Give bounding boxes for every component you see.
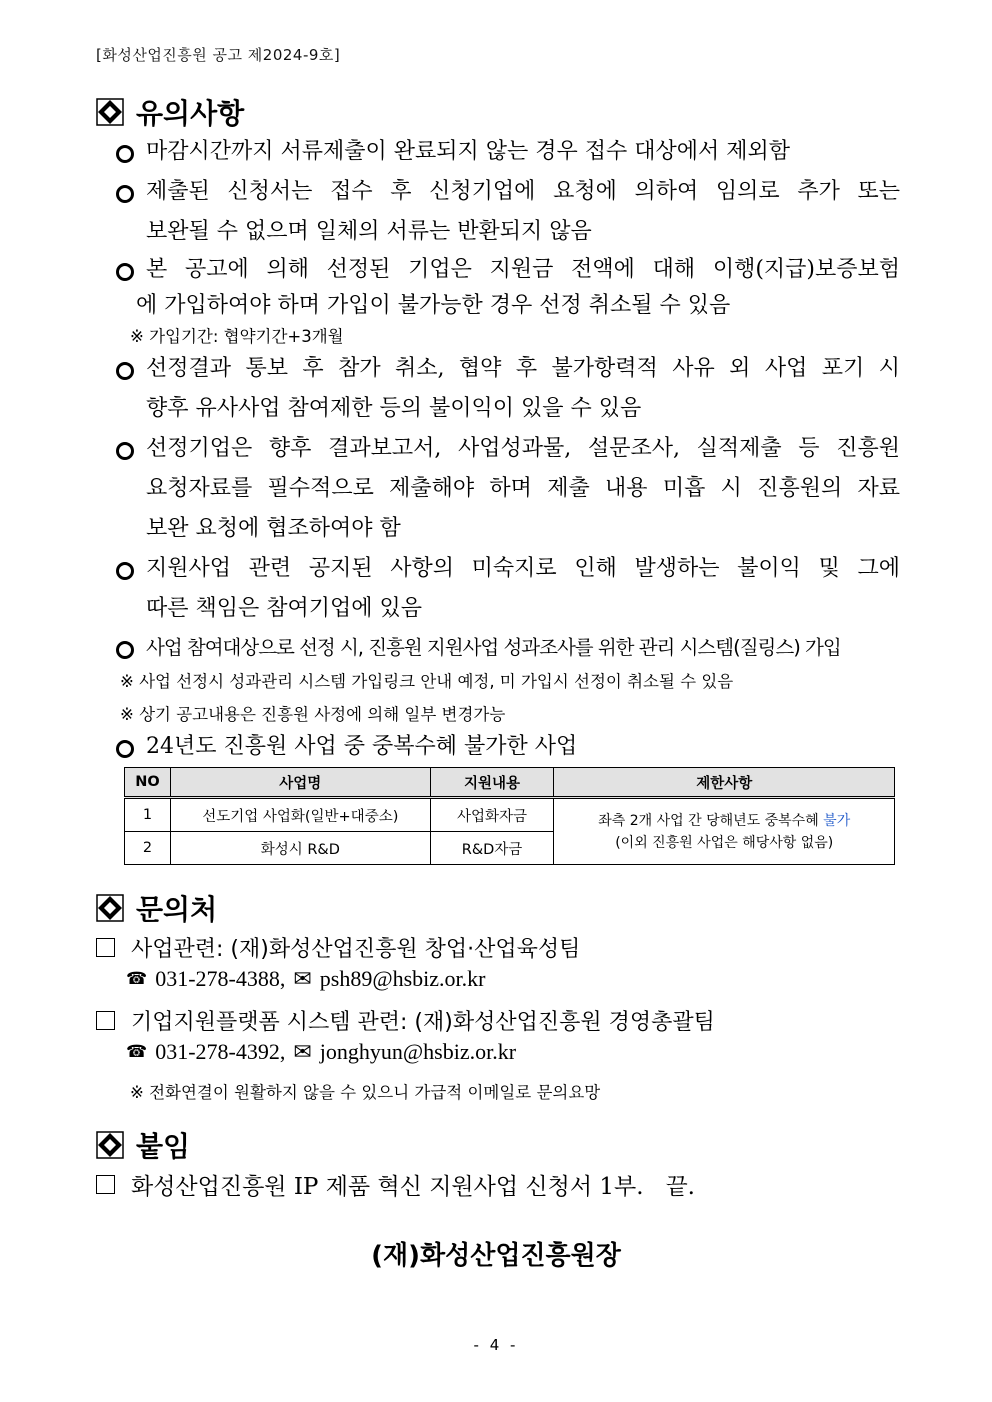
checkbox-square-icon [96, 1175, 115, 1194]
phone-number: 031-278-4388, [155, 966, 286, 991]
diamond-bullet-icon [96, 894, 124, 922]
note-subscription-period: ※ 가입기간: 협약기간+3개월 [130, 327, 344, 346]
circle-bullet-icon [116, 263, 134, 281]
table-header-row [125, 768, 895, 798]
contact-item-1: 사업관련: (재)화성산업진흥원 창업·산업육성팀 [96, 932, 580, 963]
note-contact-email: ※ 전화연결이 원활하지 않을 수 있으니 가급적 이메일로 문의요망 [130, 1083, 601, 1102]
note-performance-system: ※ 사업 선정시 성과관리 시스템 가입링크 안내 예정, 미 가입시 선정이 취소될 수 있음 [120, 672, 734, 691]
header-no: NO [125, 768, 171, 798]
circle-bullet-icon [116, 562, 134, 580]
header-support-content: 지원내용 [430, 768, 554, 798]
highlight-not-allowed: 불가 [823, 812, 851, 829]
notice-bullet-3: 본 공고에 의해 선정된 기업은 지원금 전액에 대해 이행(지급)보증보험 에 가입하여야 하며 가입이 불가능한 경우 선정 취소될 수 있음 [116, 252, 900, 324]
section-title-contact: 문의처 [96, 888, 217, 928]
restriction-cell: 좌측 2개 사업 간 당해년도 중복수혜 불가 (이외 진흥원 사업은 해당사항 없음) [554, 798, 895, 865]
email-address[interactable]: psh89@hsbiz.or.kr [319, 966, 486, 991]
phone-number: 031-278-4392, [155, 1039, 286, 1064]
notice-bullet-2: 제출된 신청서는 접수 후 신청기업에 요청에 의하여 임의로 추가 또는 보완될 수 없으며 일체의 서류는 반환되지 않음 [116, 172, 900, 252]
table-row: 1 선도기업 사업화(일반+대중소) 사업화자금 좌측 2개 사업 간 당해년도 중복수혜 불가 (이외 진흥원 사업은 해당사항 없음) [125, 798, 895, 832]
header-program-name: 사업명 [170, 768, 430, 798]
notice-bullet-1: 마감시간까지 서류제출이 완료되지 않는 경우 접수 대상에서 제외함 [116, 132, 900, 172]
contact-details-2 [126, 1039, 516, 1065]
diamond-bullet-icon [96, 98, 124, 126]
mail-icon: ✉ [293, 1039, 312, 1064]
header-restriction: 제한사항 [554, 768, 895, 798]
duplicate-benefit-table [124, 767, 895, 865]
section-title-notice: 유의사항 [96, 92, 244, 132]
notice-bullet-8: 24년도 진흥원 사업 중 중복수혜 불가한 사업 [116, 727, 900, 767]
section-title-attachment: 붙임 [96, 1125, 190, 1165]
signature-institution-head: (재)화성산업진흥원장 [371, 1241, 621, 1271]
circle-bullet-icon [116, 442, 134, 460]
contact-item-2: 기업지원플랫폼 시스템 관련: (재)화성산업진흥원 경영총괄팀 [96, 1005, 715, 1036]
notice-bullet-6: 지원사업 관련 공지된 사항의 미숙지로 인해 발생하는 불이익 및 그에 따른 책임은 참여기업에 있음 [116, 549, 900, 629]
mail-icon: ✉ [293, 966, 312, 991]
checkbox-square-icon [96, 938, 115, 957]
circle-bullet-icon [116, 145, 134, 163]
contact-details-1 [126, 966, 485, 992]
notice-bullet-5: 선정기업은 향후 결과보고서, 사업성과물, 설문조사, 실적제출 등 진흥원 요청자료를 필수적으로 제출해야 하며 제출 내용 미흡 시 진흥원의 자료 보완 요청에 협조하여야 함 [116, 429, 900, 549]
attachment-item: 화성산업진흥원 IP 제품 혁신 지원사업 신청서 1부. 끝. [96, 1168, 695, 1201]
diamond-bullet-icon [96, 1131, 124, 1159]
table-row: 2 화성시 R&D R&D자금 [125, 832, 895, 865]
circle-bullet-icon [116, 641, 134, 659]
circle-bullet-icon [116, 362, 134, 380]
email-address[interactable]: jonghyun@hsbiz.or.kr [319, 1039, 517, 1064]
phone-icon: ☎ [126, 1042, 148, 1061]
page-number: - 4 - [473, 1336, 519, 1354]
notice-bullet-4: 선정결과 통보 후 참가 취소, 협약 후 불가항력적 사유 외 사업 포기 시 향후 유사사업 참여제한 등의 불이익이 있을 수 있음 [116, 349, 900, 429]
phone-icon: ☎ [126, 969, 148, 988]
announcement-number: [화성산업진흥원 공고 제2024-9호] [96, 46, 341, 64]
note-subject-to-change: ※ 상기 공고내용은 진흥원 사정에 의해 일부 변경가능 [120, 705, 506, 724]
circle-bullet-icon [116, 740, 134, 758]
circle-bullet-icon [116, 185, 134, 203]
notice-bullet-7: 사업 참여대상으로 선정 시, 진흥원 지원사업 성과조사를 위한 관리 시스템(질링스) 가입 [116, 630, 900, 666]
checkbox-square-icon [96, 1011, 115, 1030]
